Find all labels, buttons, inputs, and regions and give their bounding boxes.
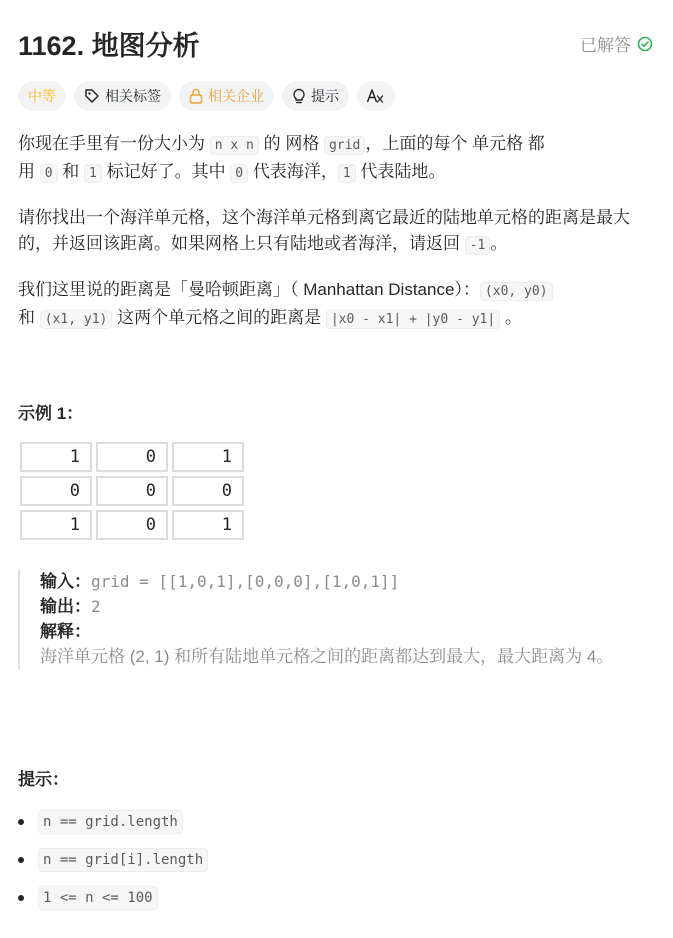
inline-code: (x1, y1)	[40, 310, 113, 329]
lock-icon	[189, 88, 203, 104]
related-tags-button[interactable]	[74, 81, 171, 111]
text: 和	[57, 162, 85, 181]
explanation-text: 海洋单元格 (2, 1) 和所有陆地单元格之间的距离都达到最大，最大距离为 4。	[40, 647, 614, 666]
inline-code: 1	[338, 164, 356, 183]
text: 的 网格	[258, 134, 325, 153]
grid-cell: 0	[20, 476, 92, 506]
inline-code: (x0, y0)	[480, 282, 553, 301]
translate-button[interactable]	[357, 81, 395, 111]
solved-status	[580, 31, 653, 56]
text: 的，并返回该距离。如果网格上只有陆地或者海洋，请返回	[18, 234, 465, 253]
text: 代表海洋，	[248, 162, 338, 181]
solved-label: 已解答	[580, 36, 631, 55]
hint-label: 提示	[311, 88, 339, 104]
grid-cell: 1	[172, 442, 244, 472]
list-item	[18, 810, 208, 834]
problem-title: 1162. 地图分析	[18, 31, 200, 61]
related-tags-label: 相关标签	[105, 88, 161, 104]
grid-cell: 0	[96, 510, 168, 540]
inline-code: grid	[324, 136, 365, 155]
inline-code: 1	[84, 164, 102, 183]
translate-icon	[366, 88, 386, 104]
tag-icon	[84, 88, 100, 104]
description-paragraph-2	[18, 205, 630, 259]
text: 我们这里说的距离是「曼哈顿距离」（ Manhattan Distance）：	[18, 280, 480, 299]
description-paragraph-3	[18, 277, 553, 333]
example-block	[18, 569, 660, 669]
hint-button[interactable]	[282, 81, 349, 111]
example-grid	[20, 442, 244, 540]
grid-cell: 1	[20, 442, 92, 472]
bullet-icon	[18, 857, 24, 863]
bullet-icon	[18, 819, 24, 825]
constraint-code: 1 <= n <= 100	[38, 886, 158, 910]
text: 这两个单元格之间的距离是	[112, 308, 326, 327]
inline-code: 0	[230, 164, 248, 183]
difficulty-label: 中等	[28, 88, 56, 104]
text: 标记好了。其中	[101, 162, 231, 181]
input-value: grid = [[1,0,1],[0,0,0],[1,0,1]]	[91, 572, 400, 591]
inline-code: |x0 - x1| + |y0 - y1|	[326, 310, 500, 329]
related-companies-label: 相关企业	[208, 88, 264, 104]
text: 代表陆地。	[355, 162, 446, 181]
text: 用	[18, 162, 40, 181]
tag-bar	[18, 81, 395, 111]
list-item	[18, 886, 208, 910]
constraints-list	[18, 810, 208, 924]
difficulty-badge	[18, 81, 66, 111]
text: ，上面的每个 单元格 都	[365, 134, 545, 153]
related-companies-button[interactable]	[179, 81, 274, 111]
input-label: 输入：	[40, 572, 91, 591]
text: 。	[490, 234, 508, 253]
text: 和	[18, 308, 40, 327]
inline-code: n x n	[210, 136, 259, 155]
inline-code: -1	[465, 236, 491, 255]
grid-cell: 0	[172, 476, 244, 506]
description-paragraph-1	[18, 131, 545, 187]
check-circle-icon	[637, 36, 653, 52]
grid-cell: 1	[172, 510, 244, 540]
output-value: 2	[91, 597, 101, 616]
text: 。	[500, 308, 522, 327]
lightbulb-icon	[292, 88, 306, 104]
constraints-heading: 提示：	[18, 770, 69, 789]
grid-cell: 0	[96, 442, 168, 472]
inline-code: 0	[40, 164, 58, 183]
explanation-label: 解释：	[40, 622, 91, 641]
list-item	[18, 848, 208, 872]
example-heading: 示例 1：	[18, 404, 84, 423]
bullet-icon	[18, 895, 24, 901]
output-label: 输出：	[40, 597, 91, 616]
grid-cell: 0	[96, 476, 168, 506]
text: 请你找出一个海洋单元格，这个海洋单元格到离它最近的陆地单元格的距离是最大	[18, 208, 630, 227]
text: 你现在手里有一份大小为	[18, 134, 210, 153]
grid-cell: 1	[20, 510, 92, 540]
constraint-code: n == grid[i].length	[38, 848, 208, 872]
constraint-code: n == grid.length	[38, 810, 183, 834]
